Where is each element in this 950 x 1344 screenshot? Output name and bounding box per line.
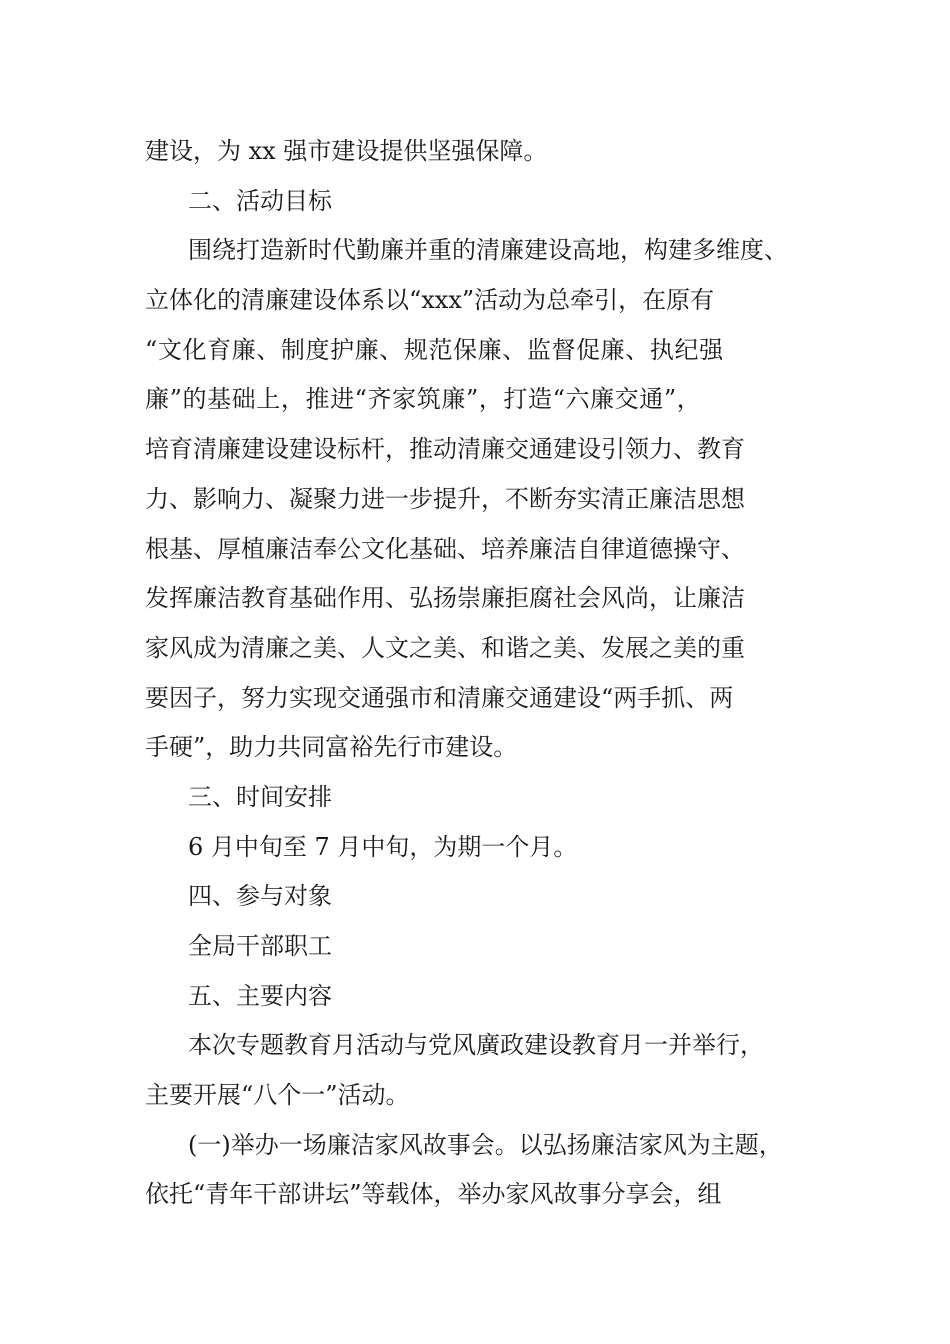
- paragraph-line: 围绕打造新时代勤廉并重的清廉建设高地，构建多维度、: [188, 236, 788, 265]
- paragraph-line: “文化育廉、制度护廉、规范保廉、监督促廉、执纪强: [145, 335, 724, 364]
- paragraph-line: 要因子，努力实现交通强市和清廉交通建设“两手抓、两: [145, 683, 734, 712]
- paragraph-line: (一)举办一场廉洁家风故事会。以弘扬廉洁家风为主题，: [188, 1130, 783, 1159]
- paragraph-line: 全局干部职工: [188, 932, 332, 960]
- paragraph-line: 本次专题教育月活动与党风廣政建设教育月一并举行，: [188, 1031, 764, 1060]
- paragraph-line: 立体化的清廉建设体系以“xxx”活动为总牵引，在原有: [145, 286, 715, 315]
- paragraph-line: 培育清廉建设建设标杆，推动清廉交通建设引领力、教育: [145, 435, 745, 464]
- section-heading-schedule: 三、时间安排: [188, 782, 332, 811]
- paragraph-line: 根基、厚植廉洁奉公文化基础、培养廉洁自律道德操守、: [145, 534, 745, 563]
- paragraph-line: 手硬”，助力共同富裕先行市建设。: [145, 733, 518, 762]
- paragraph-line: 主要开展“八个一”活动。: [145, 1081, 410, 1110]
- paragraph-line: 力、影响力、凝聚力进一步提升，不断夯实清正廉洁思想: [145, 484, 745, 513]
- paragraph-line: 家风成为清廉之美、人文之美、和谐之美、发展之美的重: [145, 633, 745, 662]
- paragraph-line: 发挥廉洁教育基础作用、弘扬崇廉拒腐社会风尚，让廉洁: [145, 584, 745, 613]
- section-heading-content: 五、主要内容: [188, 981, 332, 1010]
- paragraph-line: 6 月中旬至 7 月中旬，为期一个月。: [188, 832, 578, 861]
- document-body: [145, 127, 835, 1220]
- section-heading-participants: 四、参与对象: [188, 882, 332, 911]
- paragraph-line: 依托“青年干部讲坛”等载体，举办家风故事分享会，组: [145, 1180, 722, 1209]
- paragraph-line: 廉”的基础上，推进“齐家筑廉”，打造“六廉交通”，: [145, 385, 702, 414]
- paragraph-line: 建设，为 xx 强市建设提供坚强保障。: [145, 137, 548, 165]
- section-heading-goals: 二、活动目标: [188, 186, 332, 215]
